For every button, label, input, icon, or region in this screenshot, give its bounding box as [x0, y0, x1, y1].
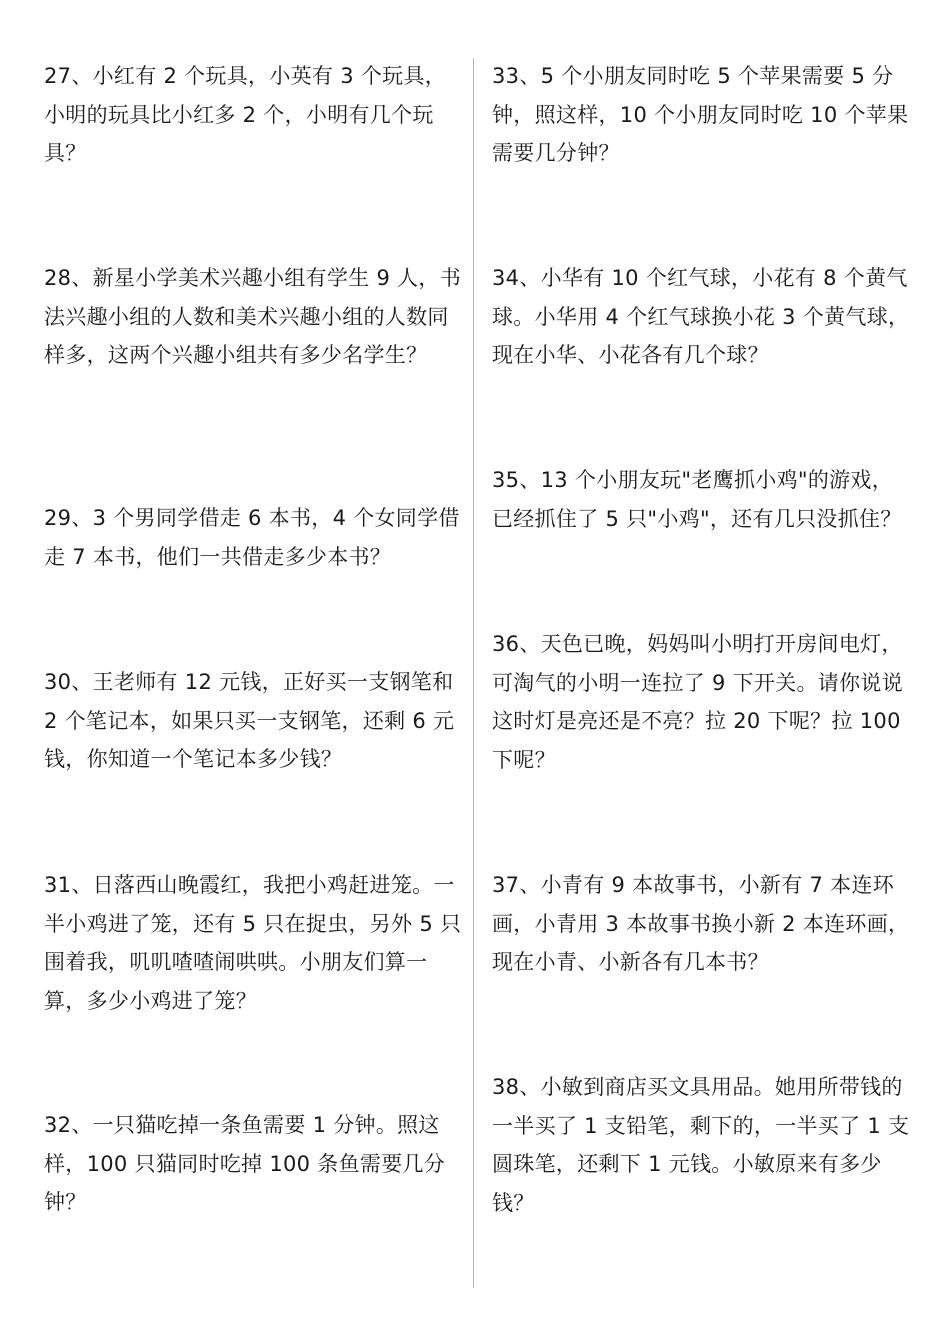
problem-27: 27、小红有 2 个玩具，小英有 3 个玩具，小明的玩具比小红多 2 个，小明有几个玩具？	[44, 64, 447, 165]
problem-31: 31、日落西山晚霞红，我把小鸡赶进笼。一半小鸡进了笼，还有 5 只在捉虫，另外 5 只围着我，叽叽喳喳闹哄哄。小朋友们算一算，多少小鸡进了笼？	[44, 873, 462, 1013]
column-divider	[473, 58, 474, 1288]
problem-32: 32、一只猫吃掉一条鱼需要 1 分钟。照这样，100 只猫同时吃掉 100 条鱼需要几分钟？	[44, 1113, 446, 1214]
problem-35: 35、13 个小朋友玩"老鹰抓小鸡"的游戏，已经抓住了 5 只"小鸡"，还有几只没抓住？	[492, 468, 902, 531]
problem-38: 38、小敏到商店买文具用品。她用所带钱的一半买了 1 支铅笔，剩下的，一半买了 1 支圆珠笔，还剩下 1 元钱。小敏原来有多少钱？	[492, 1075, 910, 1215]
problem-34: 34、小华有 10 个红气球，小花有 8 个黄气球。小华用 4 个红气球换小花 3 个黄气球，现在小华、小花各有几个球？	[492, 266, 910, 367]
problem-30: 30、王老师有 12 元钱，正好买一支钢笔和 2 个笔记本，如果只买一支钢笔，还剩 6 元钱，你知道一个笔记本多少钱？	[44, 670, 455, 771]
problem-28: 28、新星小学美术兴趣小组有学生 9 人，书法兴趣小组的人数和美术兴趣小组的人数同样多，这两个兴趣小组共有多少名学生？	[44, 266, 462, 367]
problem-29: 29、3 个男同学借走 6 本书，4 个女同学借走 7 本书，他们一共借走多少本书？	[44, 506, 460, 569]
problem-33: 33、5 个小朋友同时吃 5 个苹果需要 5 分钟，照这样，10 个小朋友同时吃 10 个苹果需要几分钟？	[492, 64, 909, 165]
problem-36: 36、天色已晚，妈妈叫小明打开房间电灯，可淘气的小明一连拉了 9 下开关。请你说说这时灯是亮还是不亮？拉 20 下呢？拉 100 下呢？	[492, 632, 904, 772]
problem-37: 37、小青有 9 本故事书，小新有 7 本连环画，小青用 3 本故事书换小新 2 本连环画，现在小青、小新各有几本书？	[492, 873, 910, 974]
